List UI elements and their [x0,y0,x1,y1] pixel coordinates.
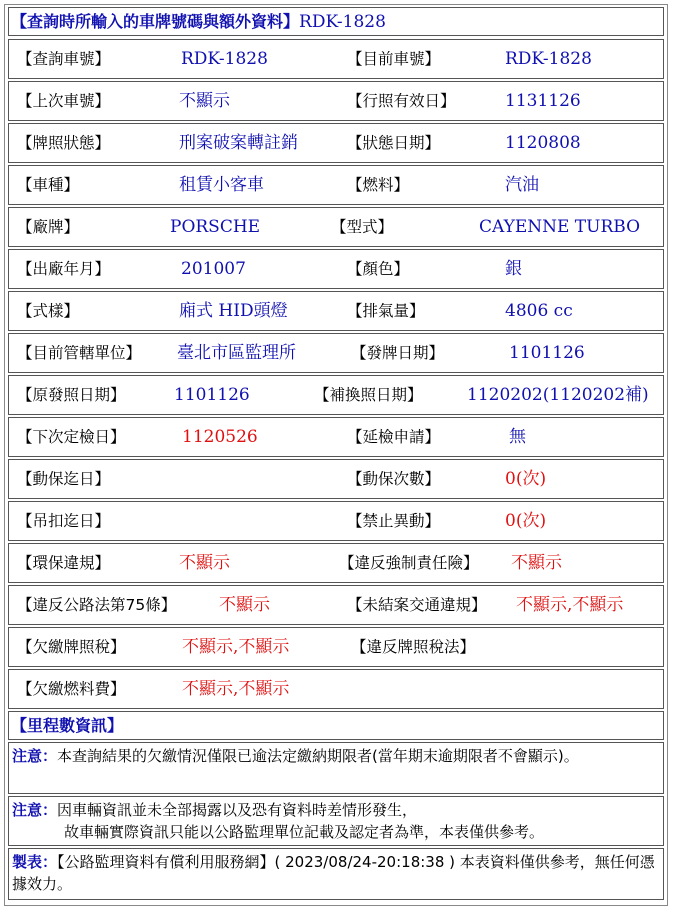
query-title-row [8,7,664,36]
right-field-value: 不顯示 [511,553,562,573]
left-field-label: 【查詢車號】 [17,50,111,68]
right-field-label: 【燃料】 [347,176,410,194]
right-field-label: 【未結案交通違規】 [347,596,487,614]
made-by-text: 【公路監理資料有償利用服務網】( 2023/08/24-20:18:38 ) 本表資料僅供參考，無任何憑據效力。 [12,853,655,893]
right-field-label: 【違反牌照稅法】 [351,638,476,656]
query-title [11,12,386,32]
right-field-value: 1120202(1120202補) [467,385,649,405]
right-field-value: 銀 [505,259,522,279]
left-field-value: 不顯示 [179,91,230,111]
note-2-key: 注意： [12,801,58,819]
left-field-value: 刑案破案轉註銷 [179,133,298,153]
right-field-label: 【禁止異動】 [347,512,441,530]
info-row [8,417,664,457]
right-field-label: 【狀態日期】 [347,134,441,152]
made-by-box [8,848,664,900]
right-field-value: 無 [509,427,526,447]
left-field-label: 【目前管轄單位】 [17,344,142,362]
left-field-value: PORSCHE [170,217,261,237]
right-field-value: RDK-1828 [505,49,592,69]
left-field-value: 1101126 [174,385,250,405]
left-field-label: 【車種】 [17,176,80,194]
info-row [8,39,664,79]
left-field-label: 【欠繳牌照稅】 [17,638,126,656]
info-row [8,459,664,499]
info-row [8,207,664,247]
right-field-value: 4806 cc [505,301,573,321]
note-1 [12,745,660,767]
left-field-value: 廂式 HID頭燈 [179,301,288,321]
left-field-label: 【欠繳燃料費】 [17,680,126,698]
note-2 [12,799,660,843]
made-by [12,851,660,895]
left-field-value: 臺北市區監理所 [177,343,296,363]
note-1-box [8,742,664,794]
info-row [8,333,664,373]
info-row [8,627,664,667]
right-field-label: 【型式】 [331,218,394,236]
left-field-label: 【吊扣迄日】 [17,512,111,530]
left-field-label: 【環保違規】 [17,554,111,572]
left-field-label: 【廠牌】 [17,218,80,236]
right-field-value: 0(次) [505,511,547,531]
info-row [8,165,664,205]
mileage-row [8,711,664,740]
left-field-label: 【下次定檢日】 [17,428,126,446]
info-row [8,501,664,541]
query-title-text: 【查詢時所輸入的車牌號碼與額外資料】 [11,12,300,31]
info-row [8,543,664,583]
right-field-value: 汽油 [505,175,539,195]
right-field-label: 【行照有效日】 [347,92,456,110]
left-field-value: 201007 [181,259,246,279]
made-by-key: 製表： [12,853,58,871]
left-field-label: 【式樣】 [17,302,80,320]
left-field-value: 1120526 [182,427,258,447]
right-field-label: 【顏色】 [347,260,410,278]
right-field-value: 0(次) [505,469,547,489]
right-field-label: 【延檢申請】 [347,428,441,446]
left-field-label: 【出廠年月】 [17,260,111,278]
note-2-box [8,796,664,846]
left-field-label: 【上次車號】 [17,92,111,110]
right-field-label: 【補換照日期】 [314,386,423,404]
right-field-label: 【違反強制責任險】 [339,554,479,572]
info-row [8,249,664,289]
right-field-label: 【目前車號】 [347,50,441,68]
right-field-value: CAYENNE TURBO [479,217,641,237]
left-field-value: 不顯示 [219,595,270,615]
left-field-label: 【原發照日期】 [17,386,126,404]
note-1-text: 本查詢結果的欠繳情況僅限已逾法定繳納期限者(當年期末逾期限者不會顯示)。 [57,747,579,765]
left-field-label: 【動保迄日】 [17,470,111,488]
info-row [8,585,664,625]
left-field-value: 不顯示 [179,553,230,573]
query-title-plate: RDK-1828 [299,12,386,32]
right-field-value: 1120808 [505,133,581,153]
right-field-label: 【發牌日期】 [351,344,445,362]
left-field-label: 【牌照狀態】 [17,134,111,152]
right-field-value: 1101126 [509,343,585,363]
info-row [8,291,664,331]
right-field-label: 【動保次數】 [347,470,441,488]
right-field-value: 1131126 [505,91,581,111]
left-field-value: 租賃小客車 [179,175,264,195]
info-row [8,375,664,415]
right-field-label: 【排氣量】 [347,302,425,320]
info-row [8,669,664,709]
left-field-label: 【違反公路法第75條】 [17,596,177,614]
note-2-line-1: 因車輛資訊並未全部揭露以及恐有資料時差情形發生， [57,801,418,819]
note-2-line-2: 故車輛實際資訊只能以公路監理單位記載及認定者為準，本表僅供參考。 [64,823,545,841]
mileage-label: 【里程數資訊】 [11,716,124,735]
left-field-value: 不顯示,不顯示 [182,679,290,699]
info-row [8,123,664,163]
right-field-value: 不顯示,不顯示 [516,595,624,615]
left-field-value: 不顯示,不顯示 [182,637,290,657]
note-1-key: 注意： [12,747,58,765]
left-field-value: RDK-1828 [181,49,268,69]
info-row [8,81,664,121]
